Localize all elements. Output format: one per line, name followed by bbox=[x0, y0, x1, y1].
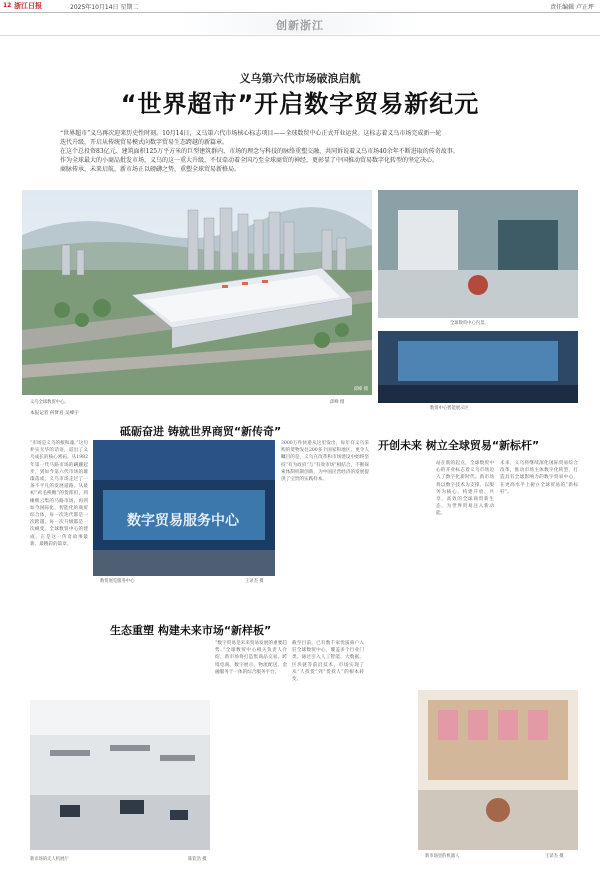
city-aerial-illustration bbox=[22, 190, 372, 395]
header-rule bbox=[0, 12, 600, 13]
byline: 本报记者 何贤君 吴峰宇 bbox=[30, 411, 79, 416]
side-photo-2 bbox=[378, 331, 578, 403]
lead-line: 迭代升级，开启从传统贸易模式向数字贸易生态跨越的新篇章。 bbox=[60, 139, 229, 146]
main-photo-credit-outside: 邱峰 摄 bbox=[330, 400, 345, 405]
shop-illustration bbox=[418, 690, 578, 850]
lead-line: 商脉传承，未来启航。新市场正以磅礴之势，重塑全球贸易新格局。 bbox=[60, 166, 241, 173]
interior-illustration bbox=[378, 190, 578, 318]
side-photo-2-caption: 数贸中心智能展示区 bbox=[430, 406, 469, 411]
lead-line: 在这个总投资83亿元、建筑面积125万平方米的巨型建筑群内，市场的理念与科技的脉络重塑交融，共同诉说着义乌市场40余年不断进取的传奇故事。 bbox=[60, 148, 459, 155]
svg-text:数字贸易服务中心: 数字贸易服务中心 bbox=[127, 513, 239, 529]
drone-hall-illustration bbox=[30, 700, 210, 850]
main-photo-credit: 邱峰 摄 bbox=[353, 387, 368, 392]
main-photo bbox=[22, 190, 372, 395]
body-column: 未来，义乌将继续深化国际贸易综合改革，推动市场主体数字化转型，打造具有全球影响力的数字贸易中心，在更高水平上树立全球贸易的“新标杆”。 bbox=[500, 461, 578, 495]
issue-date: 2025年10月14日 星期二 bbox=[70, 4, 139, 11]
side-photo-3-caption: 新市场的无人机展厅 bbox=[30, 857, 69, 862]
headline: “世界超市”开启数字贸易新纪元 bbox=[120, 90, 480, 118]
side-photo-4-credit: 王译杰 摄 bbox=[545, 854, 564, 859]
side-photo-4-caption: 新市场里的机器人 bbox=[425, 854, 460, 859]
kicker-title: 义乌第六代市场破浪启航 bbox=[239, 72, 361, 85]
body-column: “市场是义乌的根和魂。”这句朴实无华的话语，道出了义乌成长的核心密码。从1982年第一代马路市场的蹒跚起步，到如今第六代市场的璀璨落成，义乌市场走过了一条不平凡的发展道路。从最初“鸡毛换糖”的货郎担，到摊贩云集的马路市场，再到如今国际化、智能化的商贸综合体，每一次迭代都是一次跨越，每一次升级都是一次蜕变。全球数贸中心的建成，正是这一传奇故事最新、最精彩的篇章。 bbox=[30, 441, 88, 547]
editor-line: 责任编辑 卢正坪 bbox=[550, 4, 594, 11]
body-column: “数字贸易是未来贸易发展的重要趋势。”全球数贸中心相关负责人介绍，新市场将打造集商品交易、跨境电商、数字展示、物流配送、金融服务于一体的综合服务平台。 bbox=[215, 641, 287, 675]
lead-line: “世界超市”义乌再次迎来历史性时刻。10月14日，义乌第六代市场核心标志项目——全球数贸中心正式开业运营。这标志着义乌市场完成新一轮 bbox=[60, 130, 442, 137]
side-photo-1 bbox=[378, 190, 578, 318]
center-photo-credit: 王译杰 摄 bbox=[245, 579, 264, 584]
side-photo-4 bbox=[418, 690, 578, 850]
lead-paragraph bbox=[60, 129, 540, 174]
hall-illustration bbox=[93, 440, 275, 576]
body-column: 3000万件快递从这里发出，每年有义乌采购的货物发往200多个国家和地区。更令人瞩目的是，义乌在改革和市场建设中始终坚持“有为政府”与“有效市场”相结合，不断探索体制机制创新，为中国民营经济的发展提供了宝贵的实践样本。 bbox=[281, 441, 369, 483]
center-photo bbox=[93, 440, 275, 576]
section-banner bbox=[0, 14, 600, 34]
subhead-3: 开创未来 树立全球贸易“新标杆” bbox=[378, 439, 540, 452]
side-photo-3-credit: 陈钦浩 摄 bbox=[188, 857, 207, 862]
side-photo-3 bbox=[30, 700, 210, 850]
section-title: 创新浙江 bbox=[276, 19, 324, 32]
page-number: 12 bbox=[3, 2, 12, 9]
body-column: 截至目前，已有数千家优质商户入驻全球数贸中心，覆盖多个行业门类。通过引入人工智能、大数据、区块链等前沿技术，市场实现了从“人找货”到“货找人”的根本转变。 bbox=[292, 641, 364, 683]
main-photo-caption: 义乌全球数贸中心。 bbox=[30, 400, 69, 405]
subhead-2: 生态重塑 构建未来市场“新样板” bbox=[110, 624, 272, 637]
body-column: 站在新的起点，全球数贸中心的开业标志着义乌市场迈入了数字化新时代。新市场将以数字技术为支撑，以服务为核心，构建开放、共享、高效的全球商贸新生态，为世界贸易注入新动能。 bbox=[436, 461, 494, 517]
lead-line: 作为全球最大的小商品批发市场，义乌的这一重大升级，不仅牵动着全国乃至全球商贸的神经，更彰显了中国推动贸易数字化转型的坚定决心。 bbox=[60, 157, 439, 164]
subhead-1: 砥砺奋进 铸就世界商贸“新传奇” bbox=[120, 425, 282, 438]
section-rule bbox=[0, 35, 600, 36]
newspaper-logo: 浙江日报 bbox=[14, 2, 42, 10]
side-photo-1-caption: 全球数贸中心内景。 bbox=[450, 321, 489, 326]
center-photo-caption: 数贸展览服务中心 bbox=[100, 579, 135, 584]
display-illustration bbox=[378, 331, 578, 403]
